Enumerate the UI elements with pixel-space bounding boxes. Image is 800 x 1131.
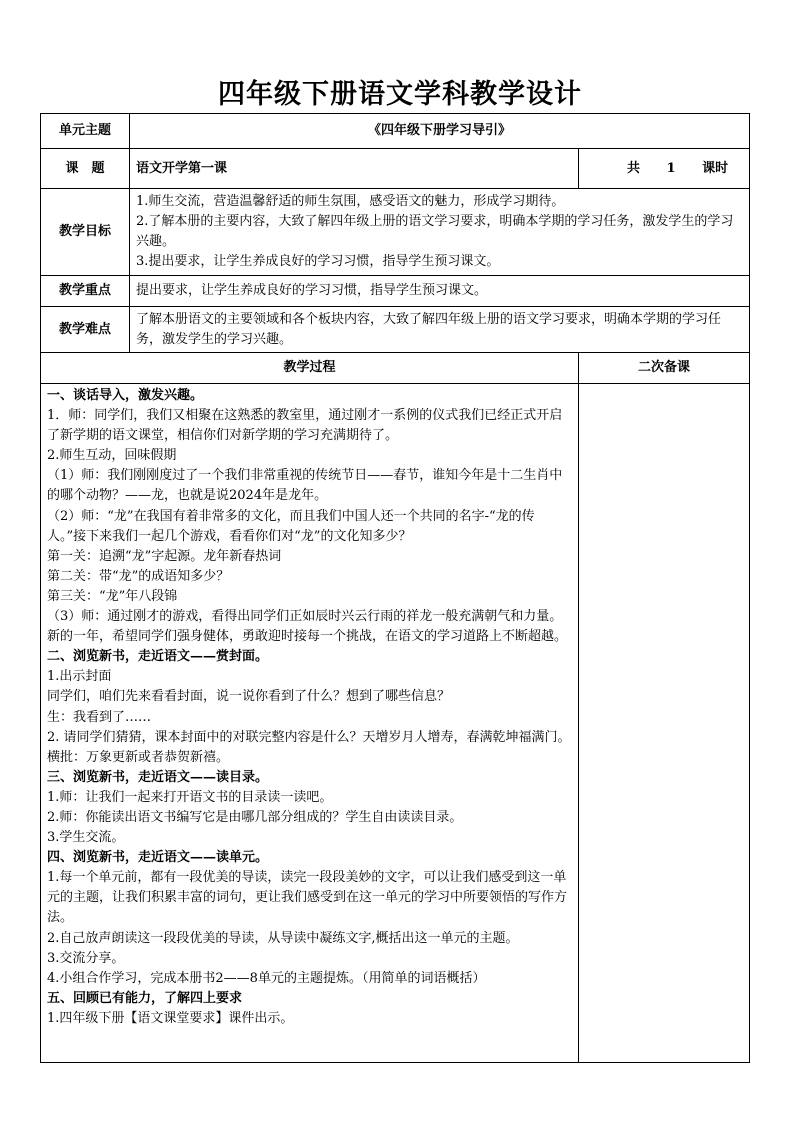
key-label: 教学重点 [41,276,130,307]
row-goals [41,189,750,276]
process-paragraph: 1．师：同学们，我们又相聚在这熟悉的教室里，通过刚才一系例的仪式我们已经正式开启了新学期的语文课堂，相信你们对新学期的学习充满期待了。 [47,408,563,444]
row-key [41,276,750,307]
process-section-heading: 五、回顾已有能力，了解四上要求 [47,990,243,1006]
row-process-header [41,353,750,384]
row-difficulty [41,307,750,353]
goals-label: 教学目标 [41,189,130,276]
row-process [41,384,750,1063]
process-section-heading: 四、浏览新书，走近语文——读单元。 [47,850,269,866]
hours-value: 1 [666,160,676,176]
goal-item: 1.师生交流，营造温馨舒适的师生氛围，感受语文的魅力，形成学习期待。 [136,194,565,209]
page-title: 四年级下册语文学科教学设计 [218,79,582,110]
lesson-value: 语文开学第一课 [130,149,579,189]
goal-item: 2.了解本册的主要内容，大致了解四年级上册的语文学习要求，明确本学期的学习任务，激发学生的学习兴趣。 [136,214,734,249]
process-paragraph: （1）师：我们刚刚度过了一个我们非常重视的传统节日——春节，谁知今年是十二生肖中的哪个动物？——龙，也就是说2024年是龙年。 [47,468,563,504]
process-paragraph: 第二关：带“龙”的成语知多少？ [47,568,230,584]
process-paragraph: （3）师：通过刚才的游戏，看得出同学们正如辰时兴云行雨的祥龙一般充满朝气和力量。新的一年，希望同学们强身健体，勇敢迎时接每一个挑战，在语文的学习道路上不断超越。 [47,609,568,645]
process-section-heading: 二、浏览新书，走近语文——赏封面。 [47,649,269,665]
goal-item: 3.提出要求，让学生养成良好的学习习惯，指导学生预习课文。 [136,254,500,269]
process-paragraph: 同学们，咱们先来看看封面，说一说你看到了什么？想到了哪些信息？ [47,689,451,705]
process-paragraph: 生：我看到了…… [47,709,152,725]
hours-prefix: 共 [627,160,641,176]
row-unit [41,114,750,149]
difficulty-label: 教学难点 [41,307,130,353]
process-paragraph: 3.交流分享。 [47,950,125,966]
lesson-label: 课 题 [41,149,130,189]
process-paragraph: （2）师：“龙”在我国有着非常多的文化，而且我们中国人还一个共同的名字-“龙的传人。”接下来我们一起几个游戏，看看你们对“龙”的文化知多少？ [47,508,535,544]
process-paragraph: 1.出示封面 [47,669,112,685]
process-paragraph: 4.小组合作学习，完成本册书2——8单元的主题提炼。（用简单的词语概括） [47,970,486,986]
goals-content [130,189,750,276]
process-header: 教学过程 [41,353,579,384]
process-paragraph: 3.学生交流。 [47,830,125,846]
process-paragraph: 2.自己放声朗读这一段段优美的导读，从导读中凝练文字,概括出这一单元的主题。 [47,930,519,946]
lesson-plan-table [40,113,750,1063]
lesson-hours [579,149,750,189]
process-paragraph: 1.每一个单元前，都有一段优美的导读，读完一段段美妙的文字，可以让我们感受到这一单元的主题，让我们积累丰富的词句，更让我们感受到在这一单元的学习中所要领悟的写作方法。 [47,870,568,926]
process-paragraph: 2.师生互动，回味假期 [47,448,177,464]
key-value: 提出要求，让学生养成良好的学习习惯，指导学生预习课文。 [130,276,750,307]
notes-content [579,384,750,1063]
process-paragraph: 第一关：追溯“龙”字起源。龙年新春热词 [47,548,282,564]
process-paragraph: 1.师：让我们一起来打开语文书的目录读一读吧。 [47,789,333,805]
unit-label: 单元主题 [41,114,130,149]
row-lesson [41,149,750,189]
hours-suffix: 课时 [702,160,729,176]
process-paragraph: 2.师：你能读出语文书编写它是由哪几部分组成的？学生自由读读目录。 [47,809,463,825]
process-paragraph: 1.四年级下册【语文课堂要求】课件出示。 [47,1010,294,1026]
difficulty-value: 了解本册语文的主要领域和各个板块内容，大致了解四年级上册的语文学习要求，明确本学期的学习任务，激发学生的学习兴趣。 [130,307,750,353]
process-paragraph: 2. 请同学们猜猜，课本封面中的对联完整内容是什么？天增岁月人增寿，春满乾坤福满门。横批：万象更新或者恭贺新禧。 [47,729,571,765]
process-paragraph: 第三关：“龙”年八段锦 [47,588,178,604]
notes-header: 二次备课 [579,353,750,384]
unit-value: 《四年级下册学习导引》 [130,114,750,149]
process-section-heading: 三、浏览新书，走近语文——读目录。 [47,769,269,785]
process-content [41,384,579,1063]
process-section-heading: 一、谈话导入，激发兴趣。 [47,388,204,403]
